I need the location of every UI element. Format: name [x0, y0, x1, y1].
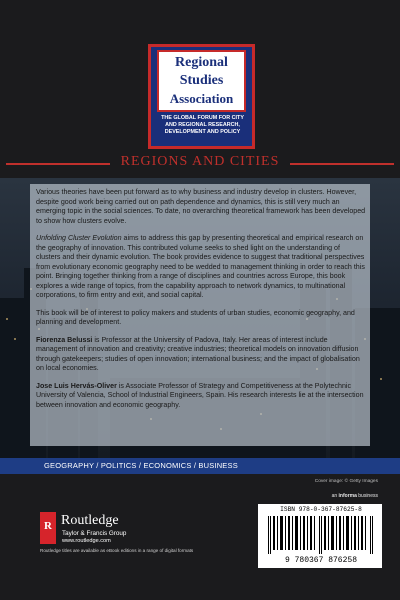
- informa-brand: informa: [338, 493, 357, 499]
- subject-categories: GEOGRAPHY / POLITICS / ECONOMICS / BUSINESS: [44, 461, 238, 470]
- rsa-name-box: [157, 50, 246, 112]
- blurb-paragraph-3: This book will be of interest to policy makers and students of urban studies, economic geography, and planning and development.: [36, 308, 355, 326]
- cover-image-credit: Cover image: © Getty Images: [314, 479, 378, 484]
- isbn-digits: 9 780367 876258: [284, 556, 357, 565]
- rsa-name-line2: Studies: [179, 73, 224, 88]
- blurb-paragraph-2: [36, 234, 366, 301]
- informa-prefix: an: [331, 493, 339, 499]
- series-title: REGIONS AND CITIES: [120, 154, 280, 169]
- routledge-logo-icon: [40, 512, 56, 544]
- author-2-bio: is Associate Professor of Strategy and Competitiveness at the Polytechnic University of Valencia, School of Industrial Engineers, Spain. His research interests lie at the intersection between innovation and economic geography.: [36, 381, 364, 409]
- blurb-text: [36, 188, 366, 418]
- blurb-paragraph-2-body: aims to address this gap by presenting theoretical and empirical research on the geography of innovation. This contributed volume seeks to shed light on the understanding of clusters and their dynamic evolution. The book provides evidence to suggest that traditional perspectives from evolutionary economic geography need to be wedded to management thinking in order to reach this point. Bringing together thinking from a range of disciplines and countries across Europe, this book explores a wide range of topics, from the capability approach to network dynamics, to multinational corporations, to firm entry and exit, and social capital.: [36, 234, 365, 299]
- author-bio-1: [36, 336, 366, 374]
- publisher-url: www.routledge.com: [62, 538, 111, 544]
- barcode-icon: [268, 516, 374, 554]
- rsa-name-line1: Regional: [175, 55, 228, 70]
- isbn-label: ISBN 978-0-367-87625-8: [280, 506, 362, 513]
- publisher-group: Taylor & Francis Group: [62, 530, 127, 537]
- author-2-name: Jose Luis Hervás-Oliver: [36, 381, 117, 390]
- rsa-name-line3: Association: [169, 91, 234, 106]
- publisher-name: Routledge: [61, 513, 119, 528]
- book-title: Unfolding Cluster Evolution: [36, 234, 122, 242]
- rsa-tagline: THE GLOBAL FORUM FOR CITY AND REGIONAL RESEARCH, DEVELOPMENT AND POLICY: [161, 115, 244, 135]
- author-1-bio: is Professor at the University of Padova, Italy. Her areas of interest include management of innovation and creativity; creative industries; theoretical models on innovation diffusion through gatekeepers; studies of open innovation; international business; and the impact of globalisation on local economies.: [36, 335, 360, 372]
- series-band: [0, 152, 400, 174]
- ebook-note: Routledge titles are available as eBook editions in a range of digital formats: [40, 548, 194, 553]
- blurb-paragraph-1: Various theories have been put forward as to why business and industry develop in clusters. However, despite good work being carried out on path dependence and dynamics, this is still very much an emerging topic in the social sciences. To date, no overarching theoretical framework has been developed to show how clusters evolve.: [36, 188, 366, 225]
- routledge-logo-letter: R: [44, 520, 52, 532]
- informa-business-label: [332, 493, 378, 499]
- informa-suffix: business: [356, 493, 378, 499]
- rsa-badge: [148, 44, 255, 149]
- author-1-name: Fiorenza Belussi: [36, 335, 93, 344]
- subjects-bar: [0, 458, 400, 474]
- author-bio-2: [36, 382, 366, 411]
